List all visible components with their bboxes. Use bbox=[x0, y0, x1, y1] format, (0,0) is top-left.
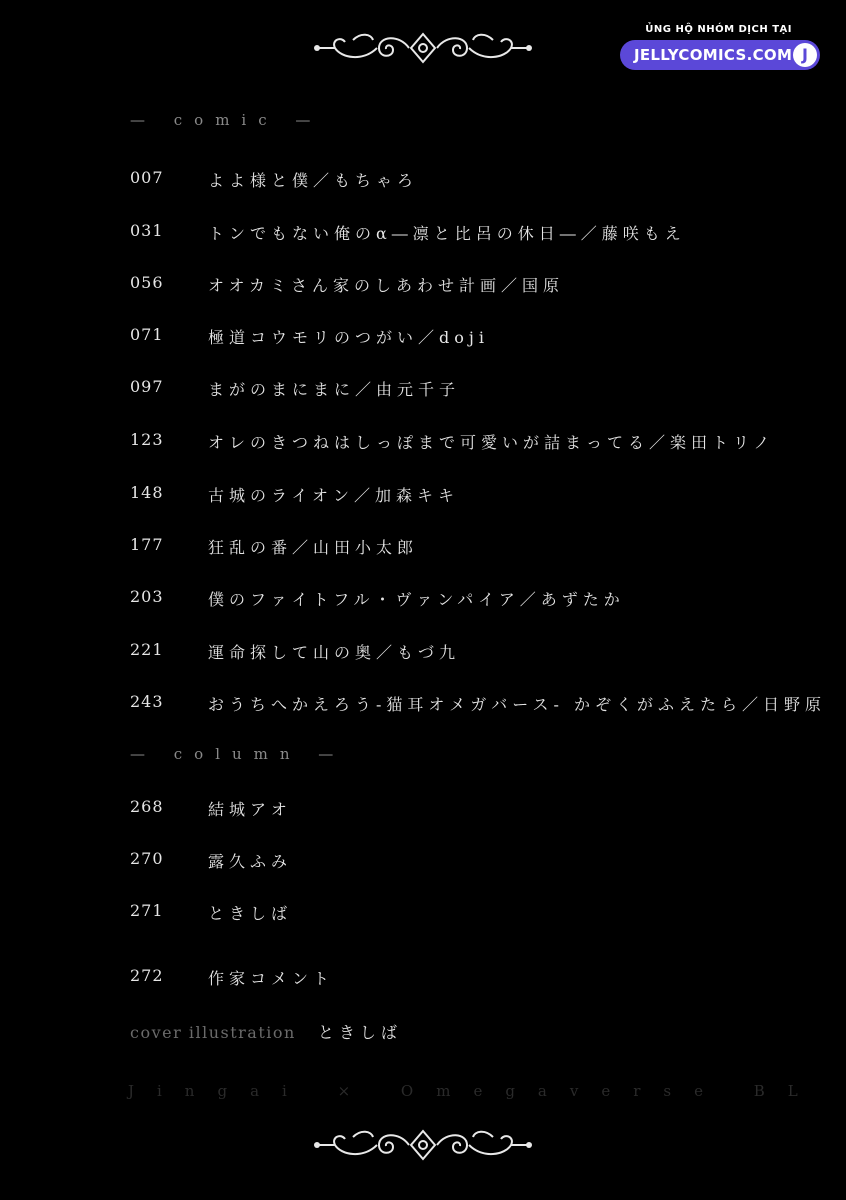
page-number: 031 bbox=[130, 221, 164, 240]
entry-title: オレのきつねはしっぽまで可愛いが詰まってる／楽田トリノ bbox=[208, 433, 775, 452]
footer-tagline: Jingai × Omegaverse BL bbox=[128, 1082, 821, 1100]
page-number: 272 bbox=[130, 966, 164, 985]
cover-credit bbox=[130, 1020, 402, 1043]
cover-artist: ときしば bbox=[317, 1023, 402, 1042]
page-number: 148 bbox=[130, 483, 164, 502]
page-number: 097 bbox=[130, 377, 164, 396]
ornament-bottom bbox=[313, 1125, 533, 1165]
section-heading-comic: — comic — bbox=[130, 111, 323, 129]
page-number: 271 bbox=[130, 901, 164, 920]
page-number: 268 bbox=[130, 797, 164, 816]
page-number: 123 bbox=[130, 430, 164, 449]
page-number: 071 bbox=[130, 325, 164, 344]
entry-title: 結城アオ bbox=[208, 800, 292, 819]
entry-title: ときしば bbox=[208, 904, 293, 923]
entry-title: 狂乱の番／山田小太郎 bbox=[208, 538, 419, 557]
page-number: 007 bbox=[130, 168, 164, 187]
cover-label: cover illustration bbox=[130, 1023, 296, 1042]
page-number: 056 bbox=[130, 273, 164, 292]
badge-site-link[interactable]: JELLYCOMICS.COM bbox=[634, 46, 793, 64]
entry-title: 運命探して山の奥／もづ九 bbox=[208, 643, 461, 662]
entry-title: トンでもない俺のα―凛と比呂の休日―／藤咲もえ bbox=[208, 224, 686, 243]
entry-title: 極道コウモリのつがい／doji bbox=[208, 328, 489, 347]
section-heading-column: — column — bbox=[130, 745, 346, 763]
jelly-logo-icon: J bbox=[793, 43, 817, 67]
page-number: 221 bbox=[130, 640, 164, 659]
page-number: 243 bbox=[130, 692, 164, 711]
entry-title: まがのまにまに／由元千子 bbox=[208, 380, 461, 399]
page-number: 270 bbox=[130, 849, 164, 868]
ornament-top bbox=[313, 28, 533, 68]
badge-tagline: ỦNG HỘ NHÓM DỊCH TẠI bbox=[645, 24, 792, 35]
watermark-badge[interactable] bbox=[620, 24, 822, 72]
entry-title: 古城のライオン／加森キキ bbox=[208, 486, 460, 505]
entry-title: 露久ふみ bbox=[208, 852, 293, 871]
entry-title: 僕のファイトフル・ヴァンパイア／あずたか bbox=[208, 590, 625, 609]
entry-title: よよ様と僕／もちゃろ bbox=[208, 171, 419, 190]
entry-title: オオカミさん家のしあわせ計画／国原 bbox=[208, 276, 565, 295]
entry-title: おうちへかえろう-猫耳オメガバース- かぞくがふえたら／日野原 bbox=[208, 695, 826, 714]
entry-title: 作家コメント bbox=[208, 969, 335, 988]
badge-pill[interactable] bbox=[620, 40, 820, 70]
page-number: 203 bbox=[130, 587, 164, 606]
page-number: 177 bbox=[130, 535, 164, 554]
